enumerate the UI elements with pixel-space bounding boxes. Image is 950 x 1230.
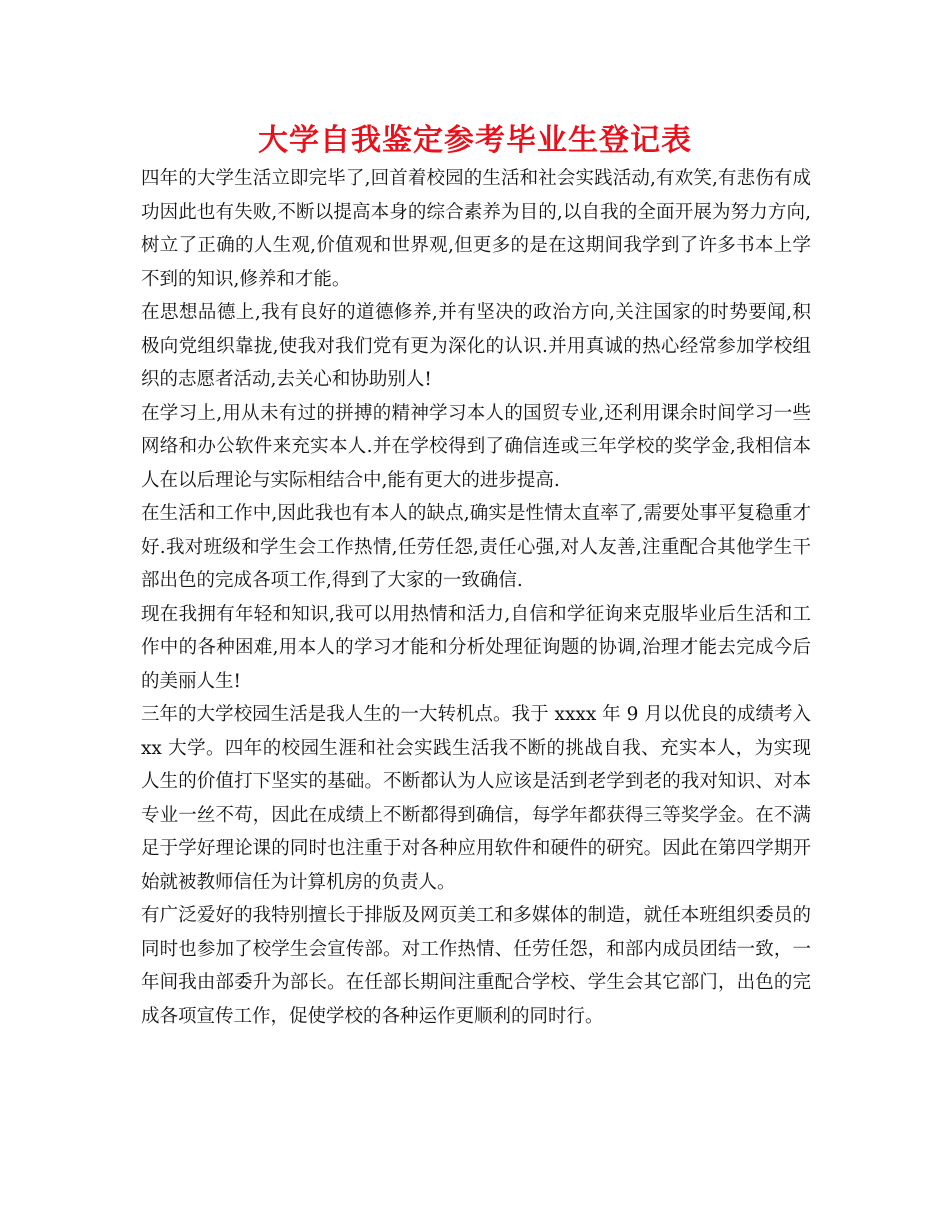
paragraph-2: 在思想品德上,我有良好的道德修养,并有坚决的政治方向,关注国家的时势要闻,积极向党组织靠拢,使我对我们党有更为深化的认识.并用真诚的热心经常参加学校组织的志愿者活动,去关心和协助别人! [141, 302, 811, 390]
document-body [141, 162, 811, 1033]
paragraph-1: 四年的大学生活立即完毕了,回首着校园的生活和社会实践活动,有欢笑,有悲伤有成功因此也有失败,不断以提高本身的综合素养为目的,以自我的全面开展为努力方向,树立了正确的人生观,价值观和世界观,但更多的是在这期间我学到了许多书本上学不到的知识,修养和才能。 [141, 168, 811, 290]
paragraph-5: 现在我拥有年轻和知识,我可以用热情和活力,自信和学征询来克服毕业后生活和工作中的各种困难,用本人的学习才能和分析处理征询题的协调,治理才能去完成今后的美丽人生! [141, 603, 811, 692]
paragraph-3: 在学习上,用从未有过的拼搏的精神学习本人的国贸专业,还利用课余时间学习一些网络和办公软件来充实本人.并在学校得到了确信连或三年学校的奖学金,我相信本人在以后理论与实际相结合中,能有更大的进步提高. [141, 402, 811, 491]
document-title: 大学自我鉴定参考毕业生登记表 [258, 123, 692, 158]
paragraph-4: 在生活和工作中,因此我也有本人的缺点,确实是性情太直率了,需要处事平复稳重才好.我对班级和学生会工作热情,任劳任怨,责任心强,对人友善,注重配合其他学生干部出色的完成各项工作,得到了大家的一致确信. [141, 503, 811, 591]
paragraph-6: 三年的大学校园生活是我人生的一大转机点。我于 xxxx 年 9 月以优良的成绩考入 xx 大学。四年的校园生涯和社会实践生活我不断的挑战自我、充实本人，为实现人生的价值打下坚实的基础。不断都认为人应该是活到老学到老的我对知识、对本专业一丝不苟，因此在成绩上不断都得到确信，每学年都获得三等奖学金。在不满足于学好理论课的同时也注重于对各种应用软件和硬件的研究。因此在第四学期开始就被教师信任为计算机房的负责人。 [141, 704, 811, 893]
paragraph-7: 有广泛爱好的我特别擅长于排版及网页美工和多媒体的制造，就任本班组织委员的同时也参加了校学生会宣传部。对工作热情、任劳任怨，和部内成员团结一致，一年间我由部委升为部长。在任部长期间注重配合学校、学生会其它部门，出色的完成各项宣传工作，促使学校的各种运作更顺利的同时行。 [141, 905, 811, 1027]
